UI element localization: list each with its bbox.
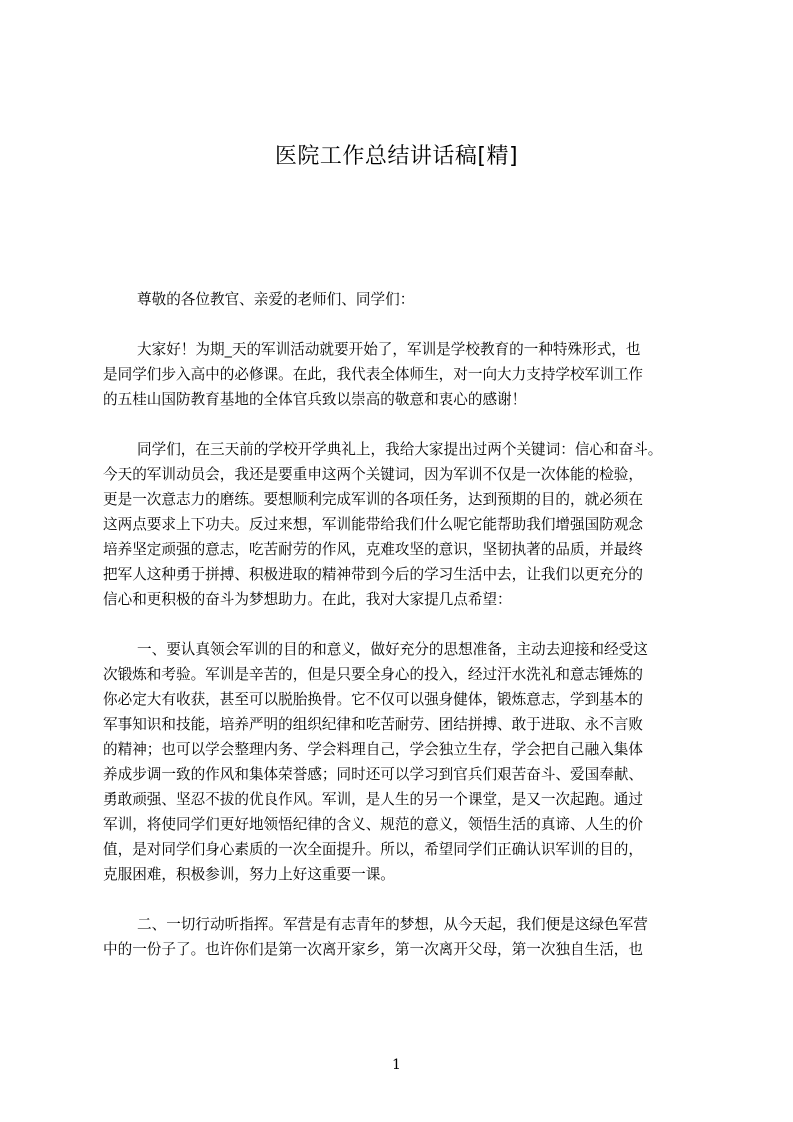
- text-line: 培养坚定顽强的意志，吃苦耐劳的作风，克难攻坚的意识，坚韧执著的品质，并最终: [103, 541, 643, 558]
- paragraph-point-one: [103, 637, 703, 887]
- text-line: 尊敬的各位教官、亲爱的老师们、同学们：: [137, 291, 415, 308]
- text-line: 大家好！为期_天的军训活动就要开始了，军训是学校教育的一种特殊形式，也: [137, 341, 641, 358]
- text-line: 克服困难，积极参训，努力上好这重要一课。: [103, 866, 395, 883]
- text-line: 把军人这种勇于拼搏、积极进取的精神带到今后的学习生活中去，让我们以更充分的: [103, 566, 643, 583]
- page-number: 1: [392, 1057, 401, 1073]
- text-line: 的精神；也可以学会整理内务、学会料理自己，学会独立生存，学会把自己融入集体: [103, 741, 643, 758]
- text-line: 勇敢顽强、坚忍不拔的优良作风。军训，是人生的另一个课堂，是又一次起跑。通过: [103, 791, 643, 808]
- text-line: 是同学们步入高中的必修课。在此，我代表全体师生，对一向大力支持学校军训工作: [103, 366, 643, 383]
- document-title: 医院工作总结讲话稿[精]: [274, 144, 519, 169]
- text-line: 同学们，在三天前的学校开学典礼上，我给大家提出过两个关键词：信心和奋斗。: [137, 441, 663, 458]
- paragraph-greeting: [103, 337, 703, 412]
- text-line: 一、要认真领会军训的目的和意义，做好充分的思想准备，主动去迎接和经受这: [137, 641, 648, 658]
- text-line: 值，是对同学们身心素质的一次全面提升。所以，希望同学们正确认识军训的目的，: [103, 841, 643, 858]
- text-line: 这两点要求上下功夫。反过来想，军训能带给我们什么呢它能帮助我们增强国防观念: [103, 516, 643, 533]
- text-line: 的五桂山国防教育基地的全体官兵致以崇高的敬意和衷心的感谢！: [103, 391, 527, 408]
- text-line: 次锻炼和考验。军训是辛苦的，但是只要全身心的投入，经过汗水洗礼和意志锤炼的: [103, 666, 643, 683]
- paragraph-point-two: [103, 912, 703, 962]
- text-line: 二、一切行动听指挥。军营是有志青年的梦想，从今天起，我们便是这绿色军营: [137, 916, 648, 933]
- text-line: 养成步调一致的作风和集体荣誉感；同时还可以学习到官兵们艰苦奋斗、爱国奉献、: [103, 766, 643, 783]
- text-line: 军事知识和技能，培养严明的组织纪律和吃苦耐劳、团结拼搏、敢于进取、永不言败: [103, 716, 643, 733]
- text-line: 军训，将使同学们更好地领悟纪律的含义、规范的意义，领悟生活的真谛、人生的价: [103, 816, 643, 833]
- text-line: 今天的军训动员会，我还是要重申这两个关键词，因为军训不仅是一次体能的检验，: [103, 466, 643, 483]
- text-line: 你必定大有收获，甚至可以脱胎换骨。它不仅可以强身健体，锻炼意志，学到基本的: [103, 691, 643, 708]
- paragraph-salutation: [103, 287, 703, 312]
- text-line: 中的一份子了。也许你们是第一次离开家乡，第一次离开父母，第一次独自生活，也: [103, 941, 643, 958]
- paragraph-keywords: [103, 437, 703, 612]
- text-line: 信心和更积极的奋斗为梦想助力。在此，我对大家提几点希望：: [103, 591, 512, 608]
- text-line: 更是一次意志力的磨练。要想顺利完成军训的各项任务，达到预期的目的，就必须在: [103, 491, 643, 508]
- document-body: [103, 287, 703, 987]
